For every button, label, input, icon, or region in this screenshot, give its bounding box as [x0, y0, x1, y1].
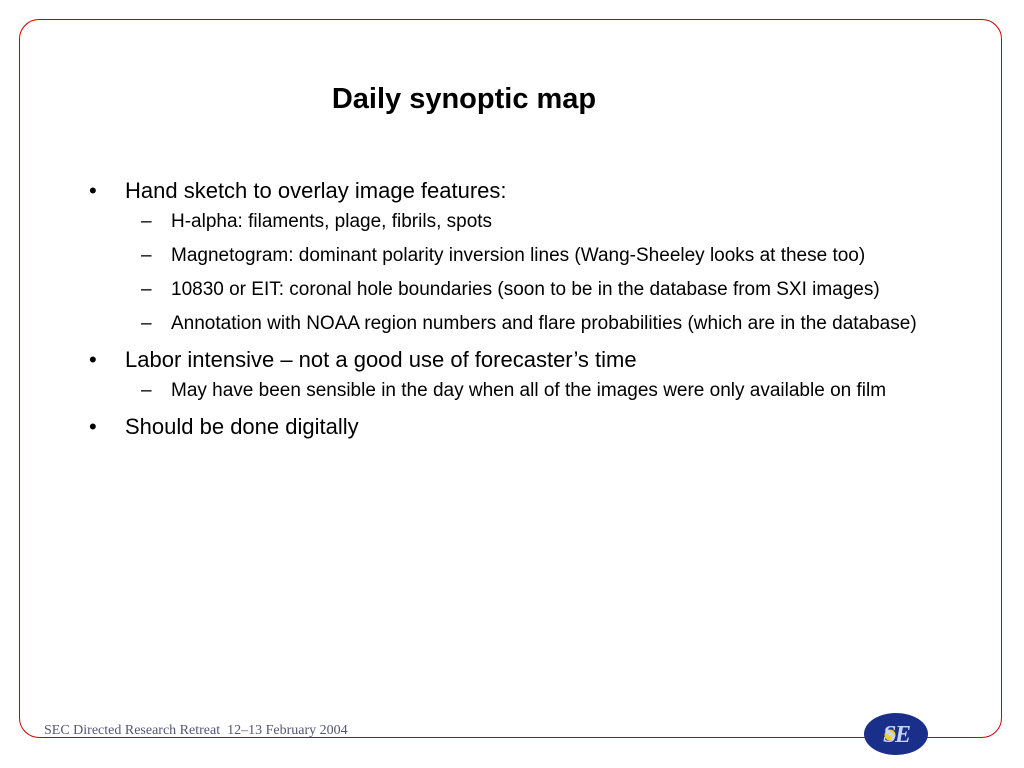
sec-logo — [862, 711, 930, 757]
sub-bullet-marker: – — [141, 211, 152, 232]
bullet-text: Should be done digitally — [125, 414, 359, 439]
bullet-marker: • — [89, 347, 97, 372]
sub-bullet-text: 10830 or EIT: coronal hole boundaries (soon to be in the database from SXI images) — [171, 279, 880, 300]
sub-bullet-marker: – — [141, 279, 152, 300]
slide-title: Daily synoptic map — [331, 83, 597, 115]
bullet-text: Labor intensive – not a good use of forecaster’s time — [125, 347, 637, 372]
bullet-list — [84, 176, 944, 445]
bullet-marker: • — [89, 178, 97, 203]
sub-bullet-item — [84, 209, 944, 235]
sub-bullet-marker: – — [141, 380, 152, 401]
sub-bullet-marker: – — [141, 313, 152, 334]
bullet-item — [84, 176, 944, 206]
sub-bullet-text: H-alpha: filaments, plage, fibrils, spots — [171, 211, 493, 232]
bullet-item — [84, 345, 944, 375]
sub-bullet-text: Magnetogram: dominant polarity inversion lines (Wang-Sheeley looks at these too) — [171, 245, 866, 266]
sub-bullet-item — [84, 311, 944, 337]
svg-text:E: E — [895, 722, 912, 748]
bullet-text: Hand sketch to overlay image features: — [125, 178, 507, 203]
bullet-item — [84, 412, 944, 442]
footer-text: SEC Directed Research Retreat 12–13 February 2004 — [44, 723, 348, 738]
sub-bullet-marker: – — [141, 245, 152, 266]
sub-bullet-list — [84, 209, 944, 337]
sub-bullet-item — [84, 277, 944, 303]
sub-bullet-list — [84, 378, 944, 404]
sub-bullet-item — [84, 243, 944, 269]
svg-text:S: S — [883, 722, 897, 748]
sub-bullet-text: May have been sensible in the day when all of the images were only available on film — [171, 380, 887, 401]
sub-bullet-text: Annotation with NOAA region numbers and flare probabilities (which are in the database) — [171, 313, 917, 334]
bullet-marker: • — [89, 414, 97, 439]
sub-bullet-item — [84, 378, 944, 404]
